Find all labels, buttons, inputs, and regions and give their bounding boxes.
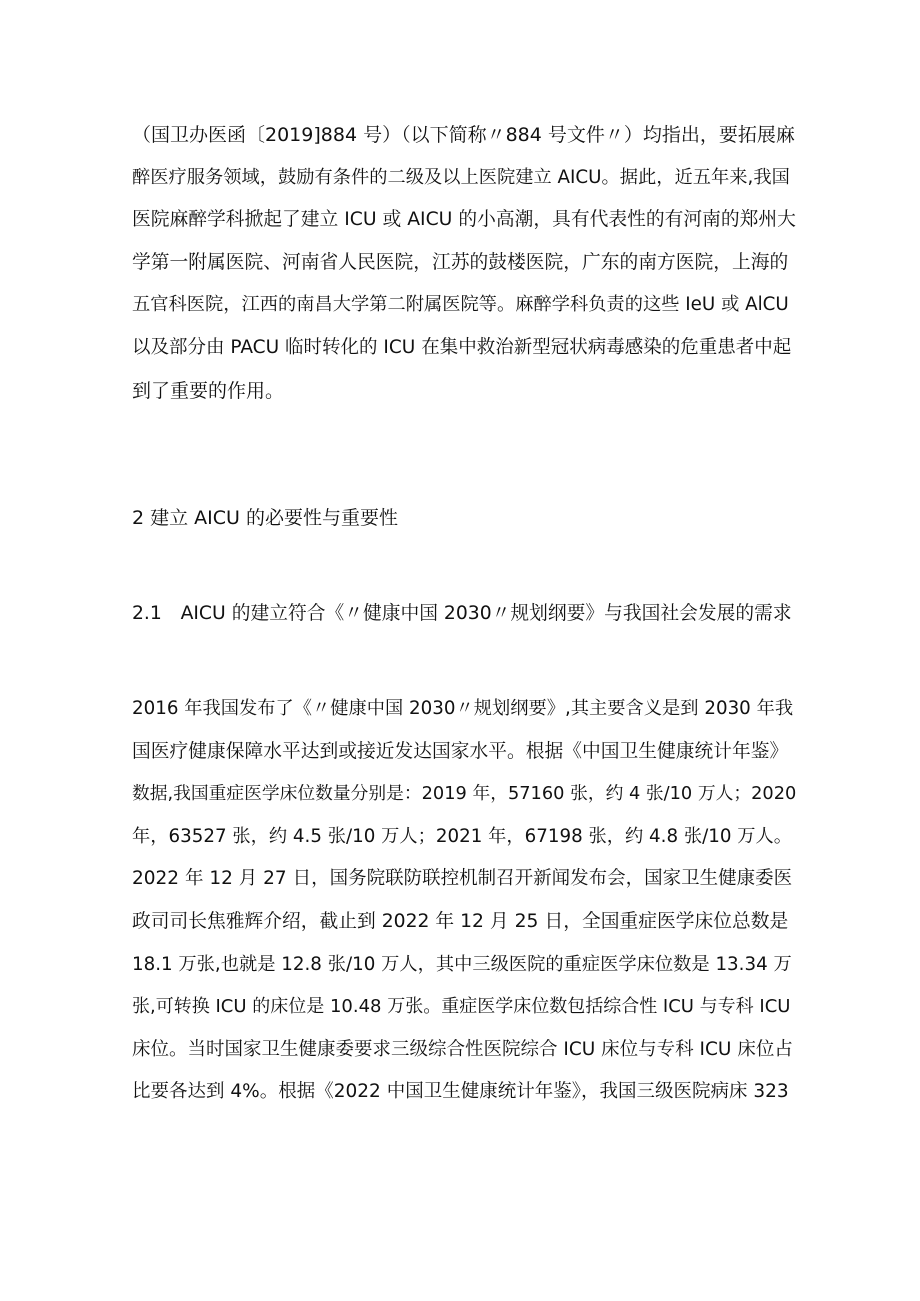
text-line: 政司司长焦雅辉介绍，截止到 2022 年 12 月 25 日，全国重症医学床位总数是 — [132, 910, 789, 932]
text-line: （国卫办医函〔2019]884 号）（以下简称〃884 号文件〃）均指出，要拓展麻 — [132, 124, 795, 146]
text-line: 学第一附属医院、河南省人民医院，江苏的鼓楼医院，广东的南方医院，上海的 — [132, 251, 789, 273]
paragraph-aicu-background — [132, 114, 796, 412]
text-line: 比要各达到 4%。根据《2022 中国卫生健康统计年鉴》，我国三级医院病床 323 — [132, 1081, 789, 1103]
paragraph-icu-bed-statistics — [132, 688, 796, 1114]
text-line: 床位。当时国家卫生健康委要求三级综合性医院综合 ICU 床位与专科 ICU 床位占 — [132, 1038, 793, 1060]
section-heading-2 — [132, 497, 796, 539]
text-line: 到了重要的作用。 — [132, 379, 285, 402]
text-line: 2022 年 12 月 27 日，国务院联防联控机制召开新闻发布会，国家卫生健康委医 — [132, 868, 793, 890]
text-line: 2016 年我国发布了《〃健康中国 2030〃规划纲要》,其主要含义是到 2030 年我 — [132, 698, 794, 719]
text-line: 张,可转换 ICU 的床位是 10.48 万张。重症医学床位数包括综合性 ICU 与专科 ICU — [132, 996, 791, 1018]
text-line: 医院麻醉学科掀起了建立 ICU 或 AICU 的小高潮，具有代表性的有河南的郑州大 — [132, 209, 796, 231]
text-line: 数据,我国重症医学床位数量分别是：2019 年，57160 张，约 4 张/10 万人；2020 — [132, 784, 797, 805]
text-line: 五官科医院，江西的南昌大学第二附属医院等。麻醉学科负责的这些 IeU 或 AlCU — [132, 294, 789, 316]
text-line: 以及部分由 PACU 临时转化的 ICU 在集中救治新型冠状病毒感染的危重患者中起 — [132, 336, 792, 358]
section-heading-text: 2 建立 AICU 的必要性与重要性 — [132, 507, 398, 529]
text-line: 醉医疗服务领域，鼓励有条件的二级及以上医院建立 AICU。据此，近五年来,我国 — [132, 166, 790, 188]
subsection-heading-text: 2.1 AICU 的建立符合《〃健康中国 2030〃规划纲要》与我国社会发展的需求 — [132, 603, 792, 624]
text-line: 国医疗健康保障水平达到或接近发达国家水平。根据《中国卫生健康统计年鉴》 — [132, 740, 789, 762]
subsection-heading-2-1 — [132, 593, 796, 635]
text-line: 年，63527 张，约 4.5 张/10 万人；2021 年，67198 张，约 4.8 张/10 万人。 — [132, 825, 793, 847]
text-line: 18.1 万张,也就是 12.8 张/10 万人，其中三级医院的重症医学床位数是 13.34 万 — [132, 953, 792, 975]
